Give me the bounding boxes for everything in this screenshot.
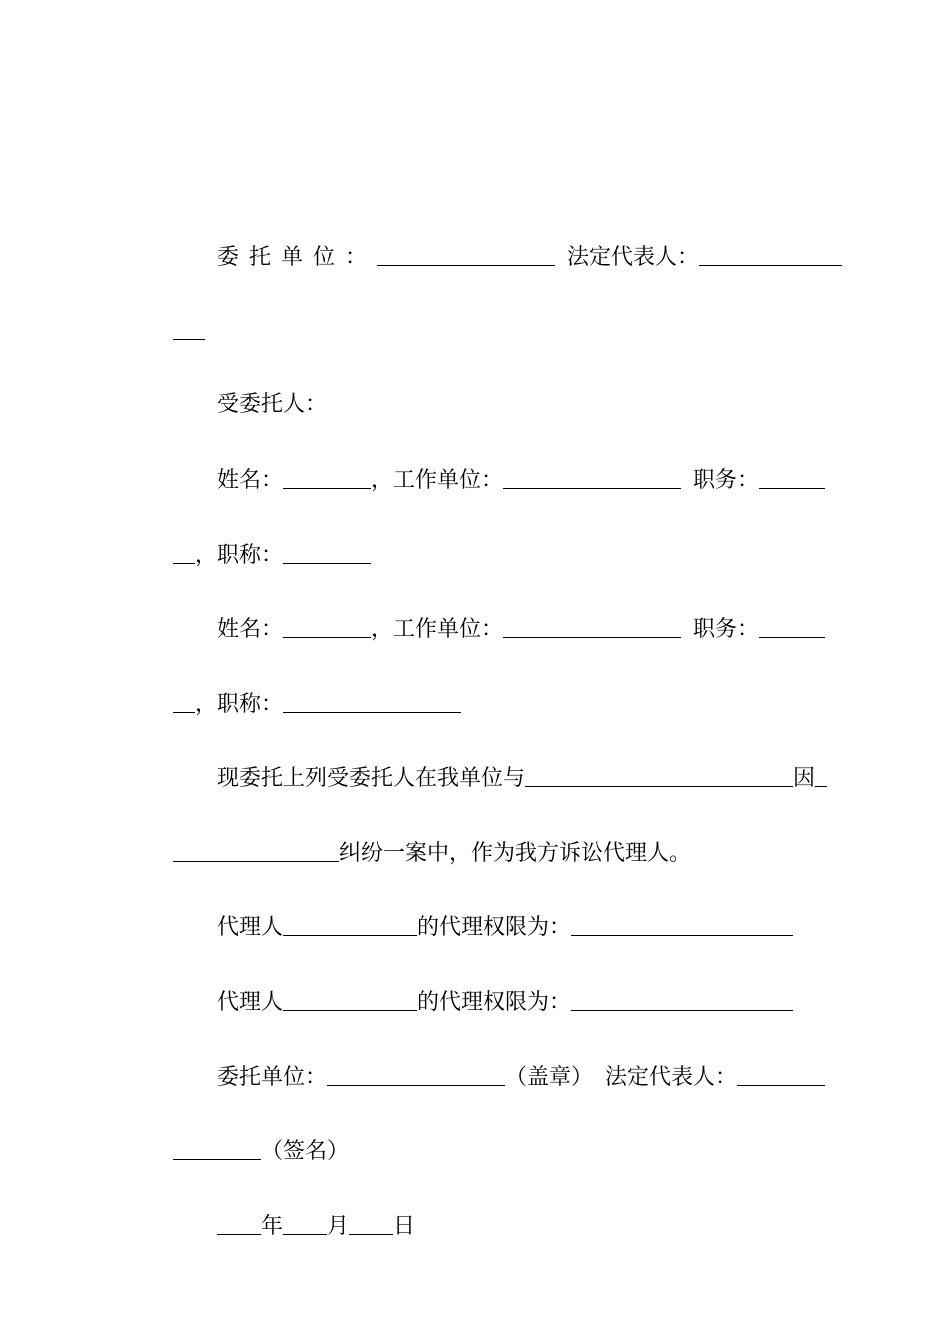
- authority-2-agent-label: 代理人: [216, 990, 283, 1015]
- authority-1-agent-blank[interactable]: [283, 913, 417, 936]
- agent-1-name-label: 姓名：: [216, 468, 283, 493]
- signature-legal-rep-label: 法定代表人：: [605, 1065, 738, 1090]
- agent-heading: 受委托人：: [216, 392, 327, 417]
- agent-1-position-label: 职务：: [693, 468, 760, 493]
- agent-2-position-blank[interactable]: [759, 615, 825, 638]
- authority-1-agent-label: 代理人: [216, 915, 283, 940]
- because-text: 因: [793, 766, 816, 791]
- signature-principal-label: 委托单位：: [216, 1065, 327, 1090]
- legal-rep-blank[interactable]: [699, 243, 842, 266]
- authority-1-label: 的代理权限为：: [417, 915, 572, 940]
- day-blank[interactable]: [349, 1212, 393, 1235]
- authority-1-blank[interactable]: [571, 913, 793, 936]
- agent-2-title-blank[interactable]: [283, 690, 461, 713]
- agent-2-workplace-blank[interactable]: [503, 615, 681, 638]
- agent-2-name-label: 姓名：: [216, 617, 283, 642]
- dispute-reason-blank-continued[interactable]: [173, 839, 339, 862]
- agent-2-position-label: 职务：: [693, 617, 760, 642]
- agent-1-position-blank-continued[interactable]: [173, 541, 195, 564]
- agent-2-title-label: ，职称：: [194, 692, 283, 717]
- principal-label: 委托单位：: [216, 245, 377, 270]
- agent-1-workplace-label: ，工作单位：: [371, 468, 504, 493]
- agent-1-workplace-blank[interactable]: [503, 466, 681, 489]
- authority-2-agent-blank[interactable]: [283, 988, 417, 1011]
- entrust-text: 现委托上列受委托人在我单位与: [216, 766, 525, 791]
- agent-1-name-blank[interactable]: [283, 466, 371, 489]
- dispute-text: 纠纷一案中，作为我方诉讼代理人。: [338, 841, 691, 866]
- seal-label: （盖章）: [505, 1065, 594, 1090]
- opposing-party-blank[interactable]: [525, 764, 793, 787]
- signature-label: （签名）: [260, 1139, 349, 1164]
- agent-1-title-label: ，职称：: [194, 543, 283, 568]
- year-label: 年: [260, 1214, 283, 1239]
- legal-rep-label: 法定代表人：: [567, 245, 700, 270]
- date-line: [189, 1180, 810, 1272]
- year-blank[interactable]: [217, 1212, 261, 1235]
- signature-principal-blank[interactable]: [327, 1063, 505, 1086]
- dispute-reason-blank[interactable]: [815, 764, 827, 787]
- month-label: 月: [327, 1214, 350, 1239]
- month-blank[interactable]: [283, 1212, 327, 1235]
- day-label: 日: [393, 1214, 416, 1239]
- authority-2-blank[interactable]: [571, 988, 793, 1011]
- agent-1-position-blank[interactable]: [759, 466, 825, 489]
- agent-1-title-blank[interactable]: [283, 541, 371, 564]
- agent-2-workplace-label: ，工作单位：: [371, 617, 504, 642]
- signature-legal-rep-blank-continued[interactable]: [173, 1137, 261, 1160]
- signature-legal-rep-blank[interactable]: [737, 1063, 825, 1086]
- agent-2-name-blank[interactable]: [283, 615, 371, 638]
- authority-2-label: 的代理权限为：: [417, 990, 572, 1015]
- legal-rep-blank-continued[interactable]: [173, 317, 205, 340]
- principal-blank[interactable]: [377, 243, 555, 266]
- agent-2-position-blank-continued[interactable]: [173, 690, 195, 713]
